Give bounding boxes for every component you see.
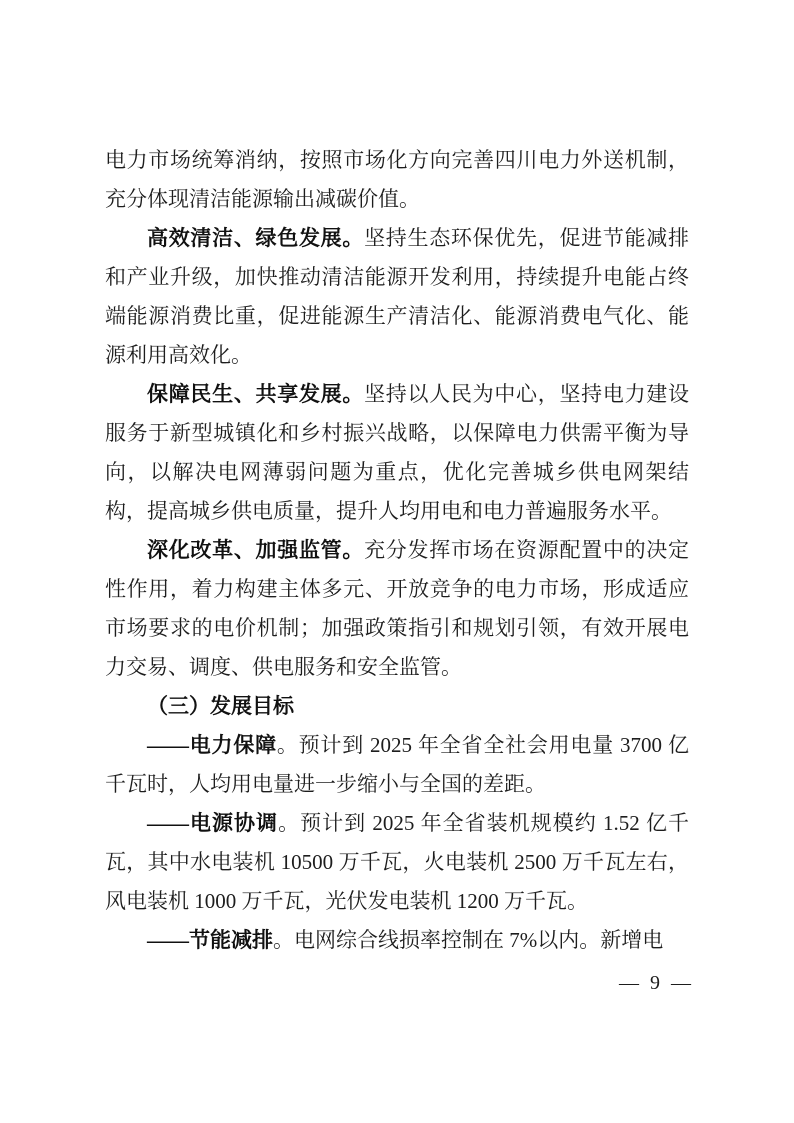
goal-item-source-coordination — [105, 804, 689, 921]
goal-item-text: 。预计到 2025 年全省装机规模约 1.52 亿千瓦，其中水电装机 10500 万千瓦，火电装机 2500 万千瓦左右，风电装机 1000 万千瓦，光伏发电装机 1200 万千瓦。 — [105, 811, 690, 913]
goal-item-lead: ——节能减排 — [147, 928, 273, 952]
paragraph-livelihood-development — [105, 375, 689, 531]
paragraph-continuation — [105, 141, 689, 219]
goal-item-text: 。预计到 2025 年全省全社会用电量 3700 亿千瓦时，人均用电量进一步缩小与全国的差距。 — [105, 733, 690, 796]
paragraph-green-development — [105, 219, 689, 375]
page-number: — 9 — — [619, 972, 694, 994]
paragraph-text: 充分发挥市场在资源配置中的决定性作用，着力构建主体多元、开放竞争的电力市场，形成适应市场要求的电价机制；加强政策指引和规划引领，有效开展电力交易、调度、供电服务和安全监管。 — [105, 538, 690, 679]
goal-item-text: 。电网综合线损率控制在 7%以内。新增电 — [273, 928, 664, 952]
goal-item-lead: ——电源协调 — [147, 811, 279, 835]
paragraph-text: 电力市场统筹消纳，按照市场化方向完善四川电力外送机制，充分体现清洁能源输出减碳价值。 — [105, 148, 689, 211]
paragraph-lead: 保障民生、共享发展。 — [147, 382, 365, 406]
paragraph-text: 坚持以人民为中心，坚持电力建设服务于新型城镇化和乡村振兴战略，以保障电力供需平衡为导向，以解决电网薄弱问题为重点，优化完善城乡供电网架结构，提高城乡供电质量，提升人均用电和电力普遍服务水平。 — [105, 382, 690, 523]
goal-item-power-security — [105, 726, 689, 804]
paragraph-text: 坚持生态环保优先，促进节能减排和产业升级，加快推动清洁能源开发利用，持续提升电能占终端能源消费比重，促进能源生产清洁化、能源消费电气化、能源利用高效化。 — [105, 226, 690, 367]
document-body — [105, 141, 689, 960]
section-heading-development-goals — [105, 687, 689, 726]
paragraph-lead: 高效清洁、绿色发展。 — [147, 226, 365, 250]
goal-item-lead: ——电力保障 — [147, 733, 277, 757]
paragraph-reform-supervision — [105, 531, 689, 687]
goal-item-energy-saving — [105, 921, 689, 960]
paragraph-lead: 深化改革、加强监管。 — [147, 538, 365, 562]
section-heading-text: （三）发展目标 — [147, 694, 294, 718]
